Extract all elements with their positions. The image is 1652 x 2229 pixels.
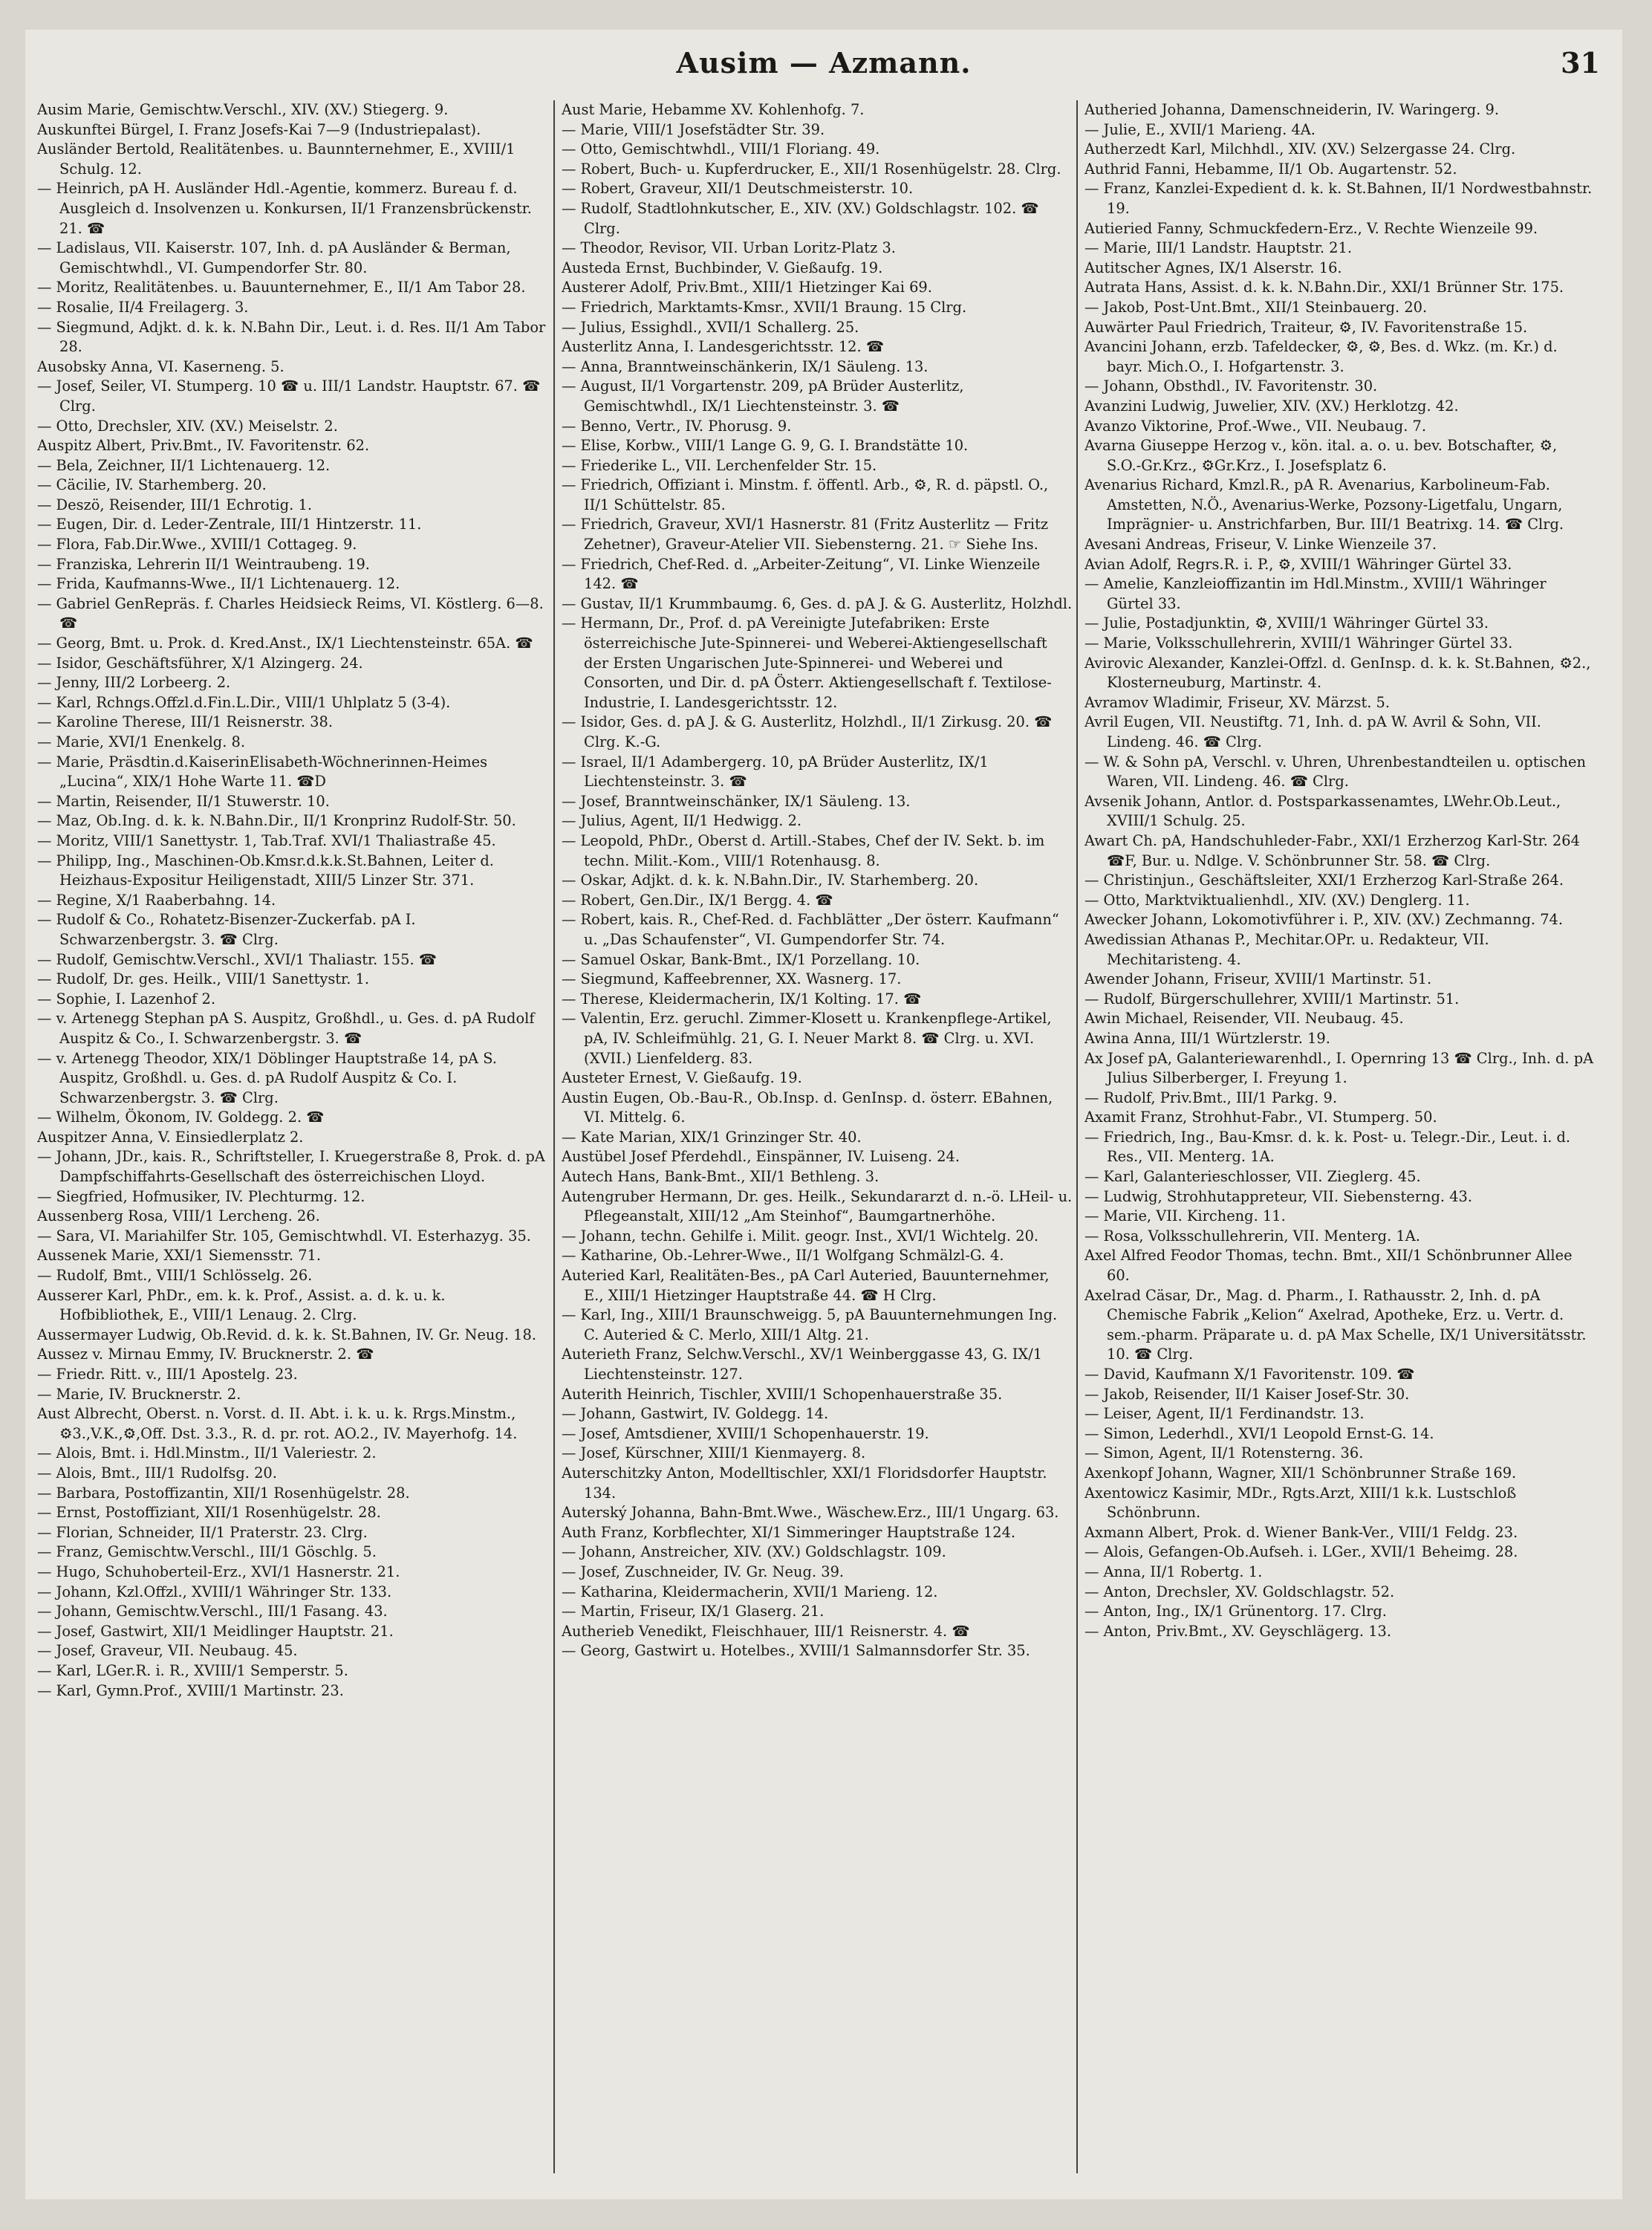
directory-entry: — Karl, Ing., XIII/1 Braunschweigg. 5, pA Bauunternehmungen Ing. C. Auteried & C. Merlo, XIII/1 Altg. 21. <box>562 1306 1058 1343</box>
directory-entry: — Moritz, Realitätenbes. u. Bauunternehmer, E., II/1 Am Tabor 28. <box>37 279 526 296</box>
directory-entry: — Oskar, Adjkt. d. k. k. N.Bahn.Dir., IV. Starhemberg. 20. <box>562 872 979 889</box>
directory-entry: Austerlitz Anna, I. Landesgerichtsstr. 12. ☎ <box>562 338 884 356</box>
directory-entry: — Simon, Agent, II/1 Rotensterng. 36. <box>1084 1444 1364 1462</box>
directory-entry: — Heinrich, pA H. Ausländer Hdl.-Agentie, kommerz. Bureau f. d. Ausgleich d. Insolvenzen u. Konkursen, II/1 Franzensbrückenstr. 21. ☎ <box>37 180 532 237</box>
directory-entry: Avramov Wladimir, Friseur, XV. Märzst. 5. <box>1084 693 1391 711</box>
directory-entry: — Ernst, Postoffiziant, XII/1 Rosenhügelstr. 28. <box>37 1504 381 1522</box>
directory-entry: — Johann, Obsthdl., IV. Favoritenstr. 30. <box>1084 377 1378 395</box>
directory-entry: — Anna, Branntweinschänkerin, IX/1 Säuleng. 13. <box>562 357 929 375</box>
directory-entry: — Alois, Gefangen-Ob.Aufseh. i. LGer., XVII/1 Beheimg. 28. <box>1084 1543 1518 1561</box>
directory-entry: Auspitzer Anna, V. Einsiedlerplatz 2. <box>37 1128 304 1146</box>
directory-entry: Auterschitzky Anton, Modelltischler, XXI/1 Floridsdorfer Hauptstr. 134. <box>562 1464 1047 1502</box>
directory-entry: Autitscher Agnes, IX/1 Alserstr. 16. <box>1084 259 1342 276</box>
directory-entry: Avian Adolf, Regrs.R. i. P., ⚙, XVIII/1 Währinger Gürtel 33. <box>1084 555 1512 573</box>
directory-entry: — Josef, Graveur, VII. Neubaug. 45. <box>37 1642 298 1660</box>
directory-entry: — Kate Marian, XIX/1 Grinzinger Str. 40. <box>562 1128 862 1146</box>
column-2 <box>562 100 1073 2181</box>
directory-entry: — Julie, E., XVII/1 Marieng. 4A. <box>1084 120 1316 138</box>
directory-entry: — Leopold, PhDr., Oberst d. Artill.-Stabes, Chef der IV. Sekt. b. im techn. Milit.-Kom., VIII/1 Rotenhausg. 8. <box>562 831 1045 869</box>
directory-entry: — Anton, Ing., IX/1 Grünentorg. 17. Clrg. <box>1084 1603 1387 1620</box>
directory-entry: — Marie, VII. Kircheng. 11. <box>1084 1207 1286 1225</box>
directory-entry: Autherzedt Karl, Milchhdl., XIV. (XV.) Selzergasse 24. Clrg. <box>1084 140 1516 158</box>
directory-entry: — Josef, Amtsdiener, XVIII/1 Schopenhauerstr. 19. <box>562 1424 929 1442</box>
directory-entry: — Josef, Kürschner, XIII/1 Kienmayerg. 8. <box>562 1444 866 1462</box>
directory-entry: Austerer Adolf, Priv.Bmt., XIII/1 Hietzinger Kai 69. <box>562 279 932 296</box>
directory-entry: — Franz, Gemischtw.Verschl., III/1 Göschlg. 5. <box>37 1543 377 1561</box>
directory-entry: Avesani Andreas, Friseur, V. Linke Wienzeile 37. <box>1084 536 1437 554</box>
directory-entry: Axenkopf Johann, Wagner, XII/1 Schönbrunner Straße 169. <box>1084 1464 1517 1482</box>
directory-entry: — Ladislaus, VII. Kaiserstr. 107, Inh. d. pA Ausländer & Berman, Gemischtwhdl., VI. Gumpendorfer Str. 80. <box>37 239 511 276</box>
directory-entry: — Simon, Lederhdl., XVI/1 Leopold Ernst-G. 14. <box>1084 1424 1434 1442</box>
directory-entry: — Anton, Priv.Bmt., XV. Geyschlägerg. 13. <box>1084 1622 1392 1640</box>
directory-entry: — Wilhelm, Ökonom, IV. Goldegg. 2. ☎ <box>37 1109 325 1126</box>
directory-entry: — Alois, Bmt. i. Hdl.Minstm., II/1 Valeriestr. 2. <box>37 1444 377 1462</box>
directory-entry: — Rudolf, Stadtlohnkutscher, E., XIV. (XV.) Goldschlagstr. 102. ☎ Clrg. <box>562 199 1039 237</box>
directory-entry: — Rosalie, II/4 Freilagerg. 3. <box>37 298 249 316</box>
directory-entry: Aust Albrecht, Oberst. n. Vorst. d. II. Abt. i. k. u. k. Rrgs.Minstm., ⚙3.,V.K.,⚙,Off. Dst. 3.3., R. d. pr. rot. AO.2., IV. Mayerhofg. 14. <box>37 1405 518 1442</box>
directory-entry: — Hermann, Dr., Prof. d. pA Vereinigte Jutefabriken: Erste österreichische Jute-Spinnerei- und Weberei-Aktiengesellschaft der Ersten Ungarischen Jute-Spinnerei- und Weberei und Consorten, und Dir. d. pA Österr. Aktiengesellschaft f. Textilose-Industrie, I. Landesgerichtsstr. 12. <box>562 614 1052 711</box>
directory-entry: — Marie, VIII/1 Josefstädter Str. 39. <box>562 120 825 138</box>
directory-entry: — Elise, Korbw., VIII/1 Lange G. 9, G. I. Brandstätte 10. <box>562 437 969 455</box>
directory-entry: — Samuel Oskar, Bank-Bmt., IX/1 Porzellang. 10. <box>562 950 920 968</box>
directory-entry: — Johann, Gastwirt, IV. Goldegg. 14. <box>562 1405 829 1423</box>
directory-entry: — Martin, Reisender, II/1 Stuwerstr. 10. <box>37 792 330 810</box>
directory-entry: — Rudolf, Gemischtw.Verschl., XVI/1 Thaliastr. 155. ☎ <box>37 950 437 968</box>
directory-entry: — Jakob, Reisender, II/1 Kaiser Josef-Str. 30. <box>1084 1385 1410 1403</box>
directory-entry: — Robert, Buch- u. Kupferdrucker, E., XII/1 Rosenhügelstr. 28. Clrg. <box>562 160 1061 178</box>
directory-entry: — Robert, Gen.Dir., IX/1 Bergg. 4. ☎ <box>562 891 833 909</box>
directory-entry: — Sara, VI. Mariahilfer Str. 105, Gemischtwhdl. VI. Esterhazyg. 35. <box>37 1227 531 1245</box>
directory-entry: Autrata Hans, Assist. d. k. k. N.Bahn.Dir., XXI/1 Brünner Str. 175. <box>1084 279 1564 296</box>
directory-entry: Ausserer Karl, PhDr., em. k. k. Prof., Assist. a. d. k. u. k. Hofbibliothek, E., VIII/1 Lenaug. 2. Clrg. <box>37 1286 446 1324</box>
directory-entry: Auteried Karl, Realitäten-Bes., pA Carl Auteried, Bauunternehmer, E., XIII/1 Hietzinger Hauptstraße 44. ☎ H Clrg. <box>562 1267 1050 1304</box>
directory-entry: Awin Michael, Reisender, VII. Neubaug. 45. <box>1084 1010 1404 1028</box>
directory-entry: — Siegfried, Hofmusiker, IV. Plechturmg. 12. <box>37 1187 365 1205</box>
directory-entry: Awedissian Athanas P., Mechitar.OPr. u. Redakteur, VII. Mechitaristeng. 4. <box>1084 930 1489 968</box>
directory-entry: — David, Kaufmann X/1 Favoritenstr. 109. ☎ <box>1084 1366 1415 1383</box>
directory-entry: Auspitz Albert, Priv.Bmt., IV. Favoritenstr. 62. <box>37 437 370 455</box>
directory-entry: — Julius, Agent, II/1 Hedwigg. 2. <box>562 812 802 830</box>
column-divider <box>1076 100 1078 2173</box>
page-header <box>25 46 1622 91</box>
directory-entry: — v. Artenegg Theodor, XIX/1 Döblinger Hauptstraße 14, pA S. Auspitz, Großhdl. u. Ges. d. pA Rudolf Auspitz & Co. I. Schwarzenbergstr. 3. ☎ Clrg. <box>37 1049 497 1106</box>
directory-entry: — Siegmund, Adjkt. d. k. k. N.Bahn Dir., Leut. i. d. Res. II/1 Am Tabor 28. <box>37 318 546 356</box>
directory-entry: — Amelie, Kanzleioffizantin im Hdl.Minstm., XVIII/1 Währinger Gürtel 33. <box>1084 575 1547 612</box>
directory-entry: Austeda Ernst, Buchbinder, V. Gießaufg. 19. <box>562 259 883 276</box>
directory-entry: Auterith Heinrich, Tischler, XVIII/1 Schopenhauerstraße 35. <box>562 1385 1003 1403</box>
directory-entry: Auwärter Paul Friedrich, Traiteur, ⚙, IV. Favoritenstraße 15. <box>1084 318 1528 336</box>
directory-entry: — Franz, Kanzlei-Expedient d. k. k. St.Bahnen, II/1 Nordwestbahnstr. 19. <box>1084 180 1593 217</box>
directory-entry: Authrid Fanni, Hebamme, II/1 Ob. Augartenstr. 52. <box>1084 160 1457 178</box>
directory-entry: — Georg, Gastwirt u. Hotelbes., XVIII/1 Salmannsdorfer Str. 35. <box>562 1642 1030 1660</box>
directory-entry: — Philipp, Ing., Maschinen-Ob.Kmsr.d.k.k.St.Bahnen, Leiter d. Heizhaus-Expositur Heiligenstadt, XIII/5 Linzer Str. 371. <box>37 851 494 889</box>
column-divider <box>553 100 555 2173</box>
directory-entry: Austeter Ernest, V. Gießaufg. 19. <box>562 1069 802 1087</box>
directory-entry: Austin Eugen, Ob.-Bau-R., Ob.Insp. d. GenInsp. d. österr. EBahnen, VI. Mittelg. 6. <box>562 1088 1053 1126</box>
directory-entry: — Alois, Bmt., III/1 Rudolfsg. 20. <box>37 1464 277 1482</box>
directory-entry: — Josef, Gastwirt, XII/1 Meidlinger Hauptstr. 21. <box>37 1622 394 1640</box>
directory-entry: — Moritz, VIII/1 Sanettystr. 1, Tab.Traf. XVI/1 Thaliastraße 45. <box>37 831 496 849</box>
directory-entry: — W. & Sohn pA, Verschl. v. Uhren, Uhrenbestandteilen u. optischen Waren, VII. Lindeng. 46. ☎ Clrg. <box>1084 753 1586 791</box>
directory-entry: — Rudolf & Co., Rohatetz-Bisenzer-Zuckerfab. pA I. Schwarzenbergstr. 3. ☎ Clrg. <box>37 911 416 948</box>
directory-entry: Ax Josef pA, Galanteriewarenhdl., I. Opernring 13 ☎ Clrg., Inh. d. pA Julius Silberberger, I. Freyung 1. <box>1084 1049 1594 1087</box>
directory-entry: — Josef, Seiler, VI. Stumperg. 10 ☎ u. III/1 Landstr. Hauptstr. 67. ☎ Clrg. <box>37 377 541 415</box>
directory-entry: — Robert, kais. R., Chef-Red. d. Fachblätter „Der österr. Kaufmann“ u. „Das Schaufenster“, VI. Gumpendorfer Str. 74. <box>562 911 1059 948</box>
directory-entry: Avsenik Johann, Antlor. d. Postsparkassenamtes, LWehr.Ob.Leut., XVIII/1 Schulg. 25. <box>1084 792 1561 830</box>
directory-entry: Ausim Marie, Gemischtw.Verschl., XIV. (XV.) Stiegerg. 9. <box>37 101 449 118</box>
column-3 <box>1084 100 1596 2181</box>
directory-entry: Avanzini Ludwig, Juwelier, XIV. (XV.) Herklotzg. 42. <box>1084 397 1459 415</box>
directory-entry: — Rudolf, Bmt., VIII/1 Schlösselg. 26. <box>37 1267 313 1285</box>
directory-entry: — Katharina, Kleidermacherin, XVII/1 Marieng. 12. <box>562 1583 938 1600</box>
directory-entry: — Ludwig, Strohhutappreteur, VII. Siebensterng. 43. <box>1084 1187 1473 1205</box>
directory-entry: Autieried Fanny, Schmuckfedern-Erz., V. Rechte Wienzeile 99. <box>1084 219 1538 237</box>
directory-entry: Aussez v. Mirnau Emmy, IV. Brucknerstr. 2. ☎ <box>37 1346 374 1363</box>
directory-entry: — Theodor, Revisor, VII. Urban Loritz-Platz 3. <box>562 239 896 257</box>
directory-entry: — Friederike L., VII. Lerchenfelder Str. 15. <box>562 456 877 474</box>
directory-entry: — Frida, Kaufmanns-Wwe., II/1 Lichtenauerg. 12. <box>37 575 400 593</box>
directory-entry: — Johann, Gemischtw.Verschl., III/1 Fasang. 43. <box>37 1603 388 1620</box>
directory-entry: — Gabriel GenRepräs. f. Charles Heidsieck Reims, VI. Köstlerg. 6—8. ☎ <box>37 594 544 632</box>
directory-entry: Avril Eugen, VII. Neustiftg. 71, Inh. d. pA W. Avril & Sohn, VII. Lindeng. 46. ☎ Clrg. <box>1084 713 1541 750</box>
directory-entry: — Julius, Essighdl., XVII/1 Schallerg. 25. <box>562 318 859 336</box>
directory-entry: Avanzo Viktorine, Prof.-Wwe., VII. Neubaug. 7. <box>1084 417 1427 435</box>
page-number: 31 <box>1561 46 1600 80</box>
directory-entry: Axel Alfred Feodor Thomas, techn. Bmt., XII/1 Schönbrunner Allee 60. <box>1084 1247 1573 1285</box>
directory-entry: — Bela, Zeichner, II/1 Lichtenauerg. 12. <box>37 456 331 474</box>
directory-entry: Awender Johann, Friseur, XVIII/1 Martinstr. 51. <box>1084 970 1432 988</box>
directory-entry: — Karl, Gymn.Prof., XVIII/1 Martinstr. 23. <box>37 1681 344 1699</box>
directory-entry: — August, II/1 Vorgartenstr. 209, pA Brüder Austerlitz, Gemischtwhdl., IX/1 Liechtensteinstr. 3. ☎ <box>562 377 964 415</box>
directory-entry: — Anton, Drechsler, XV. Goldschlagstr. 52. <box>1084 1583 1395 1600</box>
directory-entry: — Martin, Friseur, IX/1 Glaserg. 21. <box>562 1603 825 1620</box>
directory-entry: — Marie, Präsdtin.d.KaiserinElisabeth-Wöchnerinnen-Heimes „Lucina“, XIX/1 Hohe Warte 11. ☎D <box>37 753 488 791</box>
directory-entry: Avenarius Richard, Kmzl.R., pA R. Avenarius, Karbolineum-Fab. Amstetten, N.Ö., Avenarius-Werke, Pozsony-Ligetfalu, Ungarn, Imprägnier- u. Anstrichfarben, Bur. III/1 Beatrixg. 14. ☎ Clrg. <box>1084 476 1564 533</box>
directory-entry: Awecker Johann, Lokomotivführer i. P., XIV. (XV.) Zechmanng. 74. <box>1084 911 1564 929</box>
directory-entry: — Johann, JDr., kais. R., Schriftsteller, I. Kruegerstraße 8, Prok. d. pA Dampfschiffahrts-Gesellschaft des österreichischen Lloyd. <box>37 1148 545 1186</box>
directory-entry: — Marie, III/1 Landstr. Hauptstr. 21. <box>1084 239 1353 257</box>
directory-entry: — Robert, Graveur, XII/1 Deutschmeisterstr. 10. <box>562 180 914 198</box>
page-title: Ausim — Azmann. <box>676 46 972 80</box>
directory-entry: Axelrad Cäsar, Dr., Mag. d. Pharm., I. Rathausstr. 2, Inh. d. pA Chemische Fabrik „Kelion“ Axelrad, Apotheke, Erz. u. Vertr. d. sem.-pharm. Präparate u. d. pA Max Schelle, IX/1 Universitätsstr. 10. ☎ Clrg. <box>1084 1286 1587 1363</box>
directory-entry: — Rudolf, Priv.Bmt., III/1 Parkg. 9. <box>1084 1088 1338 1106</box>
directory-entry: — Florian, Schneider, II/1 Praterstr. 23. Clrg. <box>37 1523 368 1541</box>
directory-entry: Auterský Johanna, Bahn-Bmt.Wwe., Wäschew.Erz., III/1 Ungarg. 63. <box>562 1504 1059 1522</box>
directory-entry: — Rosa, Volksschullehrerin, VII. Menterg. 1A. <box>1084 1227 1420 1245</box>
directory-entry: — Anna, II/1 Robertg. 1. <box>1084 1563 1263 1580</box>
directory-entry: — Georg, Bmt. u. Prok. d. Kred.Anst., IX/1 Liechtensteinstr. 65A. ☎ <box>37 635 533 652</box>
directory-entry: — Marie, IV. Brucknerstr. 2. <box>37 1385 241 1403</box>
directory-entry: — Leiser, Agent, II/1 Ferdinandstr. 13. <box>1084 1405 1365 1423</box>
directory-entry: — Josef, Zuschneider, IV. Gr. Neug. 39. <box>562 1563 845 1580</box>
directory-entry: — Johann, Kzl.Offzl., XVIII/1 Währinger Str. 133. <box>37 1583 392 1600</box>
directory-entry: Aussenek Marie, XXI/1 Siemensstr. 71. <box>37 1247 322 1265</box>
directory-entry: — Christinjun., Geschäftsleiter, XXI/1 Erzherzog Karl-Straße 264. <box>1084 872 1564 889</box>
directory-entry: — Isidor, Ges. d. pA J. & G. Austerlitz, Holzhdl., II/1 Zirkusg. 20. ☎ Clrg. K.-G. <box>562 713 1053 750</box>
directory-entry: — Friedrich, Offiziant i. Minstm. f. öffentl. Arb., ⚙, R. d. päpstl. O., II/1 Schüttelstr. 85. <box>562 476 1049 513</box>
directory-entry: — Valentin, Erz. geruchl. Zimmer-Klosett u. Krankenpflege-Artikel, pA, IV. Schleifmühlg. 21, G. I. Neuer Markt 8. ☎ Clrg. u. XVI. (XVII.) Lienfelderg. 83. <box>562 1010 1052 1067</box>
directory-entry: — Josef, Branntweinschänker, IX/1 Säuleng. 13. <box>562 792 911 810</box>
directory-entry: — Barbara, Postoffizantin, XII/1 Rosenhügelstr. 28. <box>37 1484 410 1502</box>
directory-entry: — Karoline Therese, III/1 Reisnerstr. 38. <box>37 713 333 731</box>
directory-entry: Avarna Giuseppe Herzog v., kön. ital. a. o. u. bev. Botschafter, ⚙, S.O.-Gr.Krz., ⚙Gr.Krz., I. Josefsplatz 6. <box>1084 437 1558 474</box>
directory-entry: — Isidor, Geschäftsführer, X/1 Alzingerg. 24. <box>37 654 363 672</box>
column-1 <box>37 100 548 2181</box>
directory-entry: Axentowicz Kasimir, MDr., Rgts.Arzt, XIII/1 k.k. Lustschloß Schönbrunn. <box>1084 1484 1517 1522</box>
directory-entry: — Otto, Marktviktualienhdl., XIV. (XV.) Denglerg. 11. <box>1084 891 1470 909</box>
directory-entry: — Benno, Vertr., IV. Phorusg. 9. <box>562 417 792 435</box>
directory-entry: Auth Franz, Korbflechter, XI/1 Simmeringer Hauptstraße 124. <box>562 1523 1016 1541</box>
directory-entry: — Friedrich, Ing., Bau-Kmsr. d. k. k. Post- u. Telegr.-Dir., Leut. i. d. Res., VII. Menterg. 1A. <box>1084 1128 1571 1166</box>
directory-entry: — v. Artenegg Stephan pA S. Auspitz, Großhdl., u. Ges. d. pA Rudolf Auspitz & Co., I. Schwarzenbergstr. 3. ☎ <box>37 1010 535 1047</box>
directory-entry: — Otto, Drechsler, XIV. (XV.) Meiselstr. 2. <box>37 417 338 435</box>
directory-entry: — Jenny, III/2 Lorbeerg. 2. <box>37 674 231 692</box>
directory-entry: Axmann Albert, Prok. d. Wiener Bank-Ver., VIII/1 Feldg. 23. <box>1084 1523 1518 1541</box>
directory-entry: — Otto, Gemischtwhdl., VIII/1 Floriang. 49. <box>562 140 880 158</box>
directory-entry: — Therese, Kleidermacherin, IX/1 Kolting. 17. ☎ <box>562 990 922 1008</box>
directory-entry: Avirovic Alexander, Kanzlei-Offzl. d. GenInsp. d. k. k. St.Bahnen, ⚙2., Klosterneuburg, Martinstr. 4. <box>1084 654 1591 692</box>
directory-entry: — Friedrich, Marktamts-Kmsr., XVII/1 Braung. 15 Clrg. <box>562 298 967 316</box>
directory-entry: Autech Hans, Bank-Bmt., XII/1 Bethleng. 3. <box>562 1168 879 1186</box>
directory-entry: — Israel, II/1 Adambergerg. 10, pA Brüder Austerlitz, IX/1 Liechtensteinstr. 3. ☎ <box>562 753 989 791</box>
directory-entry: — Franziska, Lehrerin II/1 Weintraubeng. 19. <box>37 555 370 573</box>
directory-entry: Auskunftei Bürgel, I. Franz Josefs-Kai 7—9 (Industriepalast). <box>37 120 481 138</box>
directory-entry: Awart Ch. pA, Handschuhleder-Fabr., XXI/1 Erzherzog Karl-Str. 264 ☎F, Bur. u. Ndlge. V. Schönbrunner Str. 58. ☎ Clrg. <box>1084 831 1580 869</box>
directory-entry: — Regine, X/1 Raaberbahng. 14. <box>37 891 276 909</box>
directory-entry: Ausobsky Anna, VI. Kaserneng. 5. <box>37 357 284 375</box>
directory-entry: — Julie, Postadjunktin, ⚙, XVIII/1 Währinger Gürtel 33. <box>1084 614 1489 632</box>
directory-entry: — Rudolf, Bürgerschullehrer, XVIII/1 Martinstr. 51. <box>1084 990 1460 1008</box>
directory-entry: Aussermayer Ludwig, Ob.Revid. d. k. k. St.Bahnen, IV. Gr. Neug. 18. <box>37 1326 536 1343</box>
directory-entry: Auterieth Franz, Selchw.Verschl., XV/1 Weinberggasse 43, G. IX/1 Liechtensteinstr. 127. <box>562 1346 1043 1383</box>
directory-entry: — Johann, techn. Gehilfe i. Milit. geogr. Inst., XVI/1 Wichtelg. 20. <box>562 1227 1039 1245</box>
directory-entry: Avancini Johann, erzb. Tafeldecker, ⚙, ⚙, Bes. d. Wkz. (m. Kr.) d. bayr. Mich.O., I. Hofgartenstr. 3. <box>1084 338 1558 375</box>
directory-entry: Aust Marie, Hebamme XV. Kohlenhofg. 7. <box>562 101 865 118</box>
directory-entry: Autherieb Venedikt, Fleischhauer, III/1 Reisnerstr. 4. ☎ <box>562 1622 970 1640</box>
directory-entry: Autheried Johanna, Damenschneiderin, IV. Waringerg. 9. <box>1084 101 1499 118</box>
directory-entry: — Rudolf, Dr. ges. Heilk., VIII/1 Sanettystr. 1. <box>37 970 370 988</box>
directory-entry: — Marie, Volksschullehrerin, XVIII/1 Währinger Gürtel 33. <box>1084 635 1513 652</box>
directory-entry: Autengruber Hermann, Dr. ges. Heilk., Sekundararzt d. n.-ö. LHeil- u. Pflegeanstalt, XIII/12 „Am Steinhof“, Baumgartnerhöhe. <box>562 1187 1073 1225</box>
directory-entry: — Friedrich, Chef-Red. d. „Arbeiter-Zeitung“, VI. Linke Wienzeile 142. ☎ <box>562 555 1041 593</box>
directory-entry: — Cäcilie, IV. Starhemberg. 20. <box>37 476 267 494</box>
directory-entry: — Gustav, II/1 Krummbaumg. 6, Ges. d. pA J. & G. Austerlitz, Holzhdl. <box>562 594 1073 612</box>
directory-entry: — Friedrich, Graveur, XVI/1 Hasnerstr. 81 (Fritz Austerlitz — Fritz Zehetner), Graveur-Atelier VII. Siebensterng. 21. ☞ Siehe Ins. <box>562 516 1049 554</box>
directory-entry: — Katharine, Ob.-Lehrer-Wwe., II/1 Wolfgang Schmälzl-G. 4. <box>562 1247 1004 1265</box>
directory-entry: Axamit Franz, Strohhut-Fabr., VI. Stumperg. 50. <box>1084 1109 1437 1126</box>
directory-entry: Ausländer Bertold, Realitätenbes. u. Baunnternehmer, E., XVIII/1 Schulg. 12. <box>37 140 516 178</box>
directory-page <box>25 30 1622 2199</box>
directory-entry: — Sophie, I. Lazenhof 2. <box>37 990 216 1008</box>
directory-entry: — Karl, Rchngs.Offzl.d.Fin.L.Dir., VIII/1 Uhlplatz 5 (3-4). <box>37 693 451 711</box>
directory-entry: — Maz, Ob.Ing. d. k. k. N.Bahn.Dir., II/1 Kronprinz Rudolf-Str. 50. <box>37 812 516 830</box>
directory-entry: — Flora, Fab.Dir.Wwe., XVIII/1 Cottageg. 9. <box>37 536 357 554</box>
directory-entry: Aussenberg Rosa, VIII/1 Lercheng. 26. <box>37 1207 320 1225</box>
directory-entry: — Karl, LGer.R. i. R., XVIII/1 Semperstr. 5. <box>37 1661 348 1679</box>
directory-entry: — Eugen, Dir. d. Leder-Zentrale, III/1 Hintzerstr. 11. <box>37 516 422 533</box>
directory-entry: Awina Anna, III/1 Würtzlerstr. 19. <box>1084 1029 1330 1047</box>
directory-entry: — Johann, Anstreicher, XIV. (XV.) Goldschlagstr. 109. <box>562 1543 946 1561</box>
directory-entry: — Karl, Galanterieschlosser, VII. Zieglerg. 45. <box>1084 1168 1421 1186</box>
directory-entry: — Hugo, Schuhoberteil-Erz., XVI/1 Hasnerstr. 21. <box>37 1563 400 1580</box>
directory-entry: — Deszö, Reisender, III/1 Echrotig. 1. <box>37 496 312 513</box>
directory-entry: Austübel Josef Pferdehdl., Einspänner, IV. Luiseng. 24. <box>562 1148 960 1166</box>
directory-entry: — Friedr. Ritt. v., III/1 Apostelg. 23. <box>37 1366 298 1383</box>
directory-entry: — Siegmund, Kaffeebrenner, XX. Wasnerg. 17. <box>562 970 902 988</box>
directory-entry: — Jakob, Post-Unt.Bmt., XII/1 Steinbauerg. 20. <box>1084 298 1428 316</box>
directory-entry: — Marie, XVI/1 Enenkelg. 8. <box>37 733 246 750</box>
